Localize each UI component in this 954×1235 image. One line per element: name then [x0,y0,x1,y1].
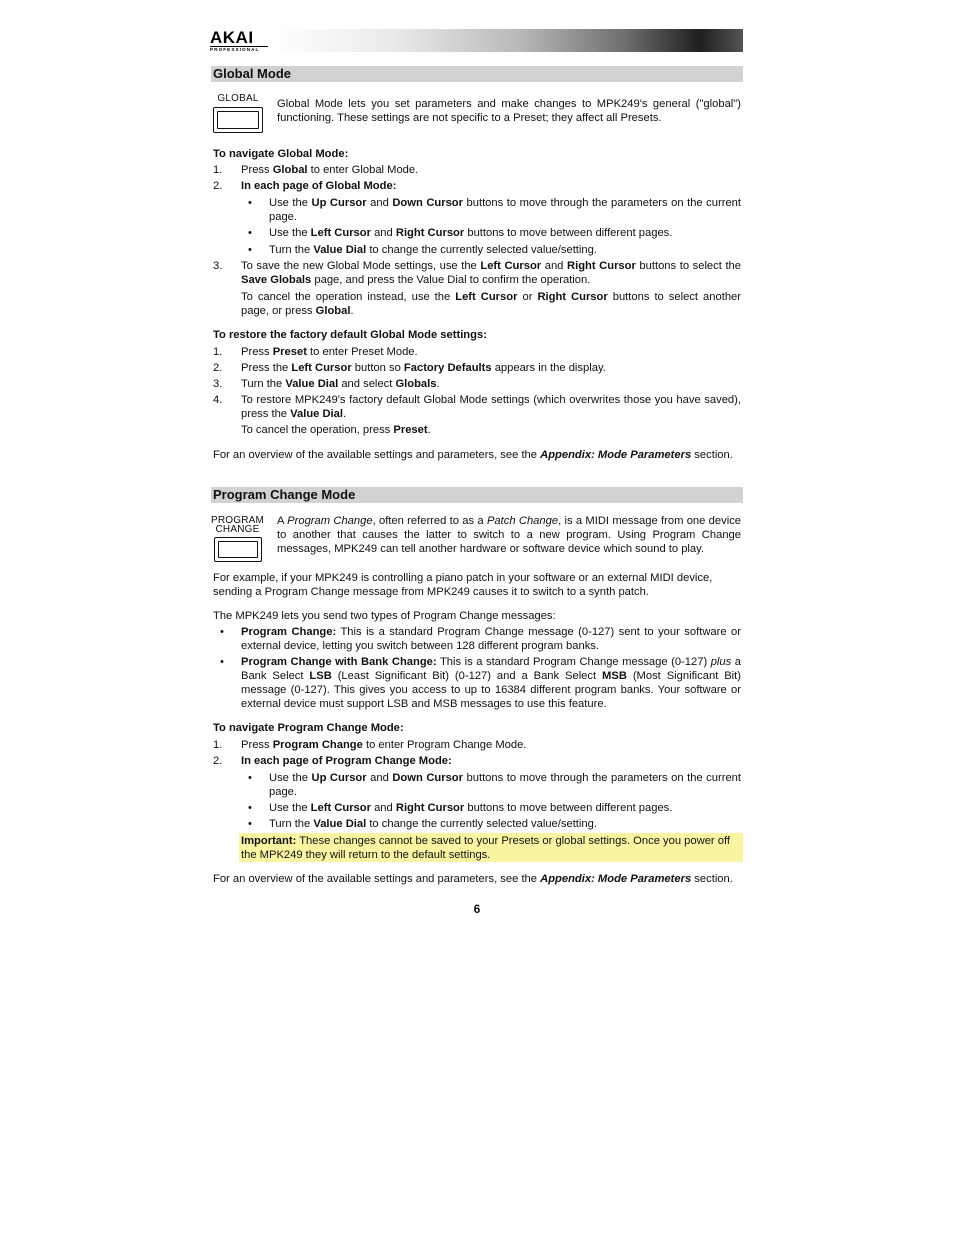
global-nav-heading: To navigate Global Mode: [213,148,349,160]
program-step1: Press Program Change to enter Program Change Mode. [241,739,527,751]
logo-subtitle: PROFESSIONAL [210,46,268,52]
global-button-label: GLOBAL [217,93,259,104]
global-step1-num: 1. [213,164,223,176]
restore-step4: To restore MPK249's factory default Global Mode settings (which overwrites those you have saved), press the Value Dial. [241,394,741,420]
program-nav-heading: To navigate Program Change Mode: [213,722,404,734]
global-step2-num: 2. [213,180,223,192]
bullet-dot: • [248,197,252,209]
restore-step3: Turn the Value Dial and select Globals. [241,378,440,390]
restore-step4-num: 4. [213,394,223,406]
section-title-program-change: Program Change Mode [211,487,743,503]
page-number: 6 [473,902,481,916]
restore-step2-num: 2. [213,362,223,374]
restore-cancel: To cancel the operation, press Preset. [241,424,431,436]
program-bullet-2: Use the Left Cursor and Right Cursor buttons to move between different pages. [269,802,673,814]
program-step1-num: 1. [213,739,223,751]
program-button-label-2: CHANGE [215,524,260,535]
global-bullet-2: Use the Left Cursor and Right Cursor buttons to move between different pages. [269,227,673,239]
global-restore-heading: To restore the factory default Global Mode settings: [213,329,487,341]
program-button-label-1: PROGRAM [210,515,265,526]
bullet-dot: • [220,626,224,638]
program-type-1: Program Change: This is a standard Program Change message (0-127) sent to your software or external device, letting you switch between 128 different program banks. [241,626,741,652]
global-step3-num: 3. [213,260,223,272]
program-intro: A Program Change, often referred to as a Patch Change, is a MIDI message from one device to another that causes the latter to switch to a new program. Using Program Change messages, MPK249 can tell another hardware or software device which sound to play. [277,515,742,555]
program-step2: In each page of Program Change Mode: [241,755,452,767]
global-step3: To save the new Global Mode settings, use the Left Cursor and Right Cursor buttons to select the Save Globals page, and press the Value Dial to confirm the operation. [241,260,741,286]
restore-step2: Press the Left Cursor button so Factory Defaults appears in the display. [241,362,606,374]
global-overview: For an overview of the available settings and parameters, see the Appendix: Mode Parameters section. [213,449,733,461]
program-bullet-1: Use the Up Cursor and Down Cursor buttons to move through the parameters on the current page. [269,772,741,798]
program-change-button-icon [214,537,262,562]
bullet-dot: • [248,244,252,256]
program-types-intro: The MPK249 lets you send two types of Program Change messages: [213,610,556,622]
restore-step1-num: 1. [213,346,223,358]
bullet-dot: • [248,772,252,784]
program-overview: For an overview of the available settings and parameters, see the Appendix: Mode Parameters section. [213,873,733,885]
global-step1: Press Global to enter Global Mode. [241,164,419,176]
global-button-icon [213,107,263,133]
program-example: For example, if your MPK249 is controlling a piano patch in your software or an external MIDI device, sending a Program Change message from MPK249 causes it to switch to a synth patch. [213,572,713,598]
global-intro: Global Mode lets you set parameters and make changes to MPK249's general ("global") functioning. These settings are not specific to a Preset; they affect all Presets. [277,98,741,124]
global-bullet-3: Turn the Value Dial to change the currently selected value/setting. [269,244,597,256]
program-bullet-3: Turn the Value Dial to change the currently selected value/setting. [269,818,597,830]
header-gradient-bar [210,29,743,52]
bullet-dot: • [248,818,252,830]
global-bullet-1: Use the Up Cursor and Down Cursor buttons to move through the parameters on the current page. [269,197,741,223]
global-step2: In each page of Global Mode: [241,180,397,192]
global-step3-cancel: To cancel the operation instead, use the Left Cursor or Right Cursor buttons to select another page, or press Global. [241,291,741,317]
restore-step1: Press Preset to enter Preset Mode. [241,346,418,358]
program-important-note: Important: These changes cannot be saved to your Presets or global settings. Once you power off the MPK249 they will return to the default settings. [239,833,743,862]
program-type-2: Program Change with Bank Change: This is a standard Program Change message (0-127) plus a Bank Select LSB (Least Significant Bit) (0-127) and a Bank Select MSB (Most Significant Bit) message (0-127). This gives you access to up to 16384 different program banks. Your software or external device must support LSB and MSB messages to use this feature. [241,656,742,710]
akai-logo [210,30,268,50]
section-title-global: Global Mode [211,66,743,82]
logo-brand: AKAI [210,28,254,47]
bullet-dot: • [248,802,252,814]
bullet-dot: • [220,656,224,668]
bullet-dot: • [248,227,252,239]
restore-step3-num: 3. [213,378,223,390]
program-step2-num: 2. [213,755,223,767]
